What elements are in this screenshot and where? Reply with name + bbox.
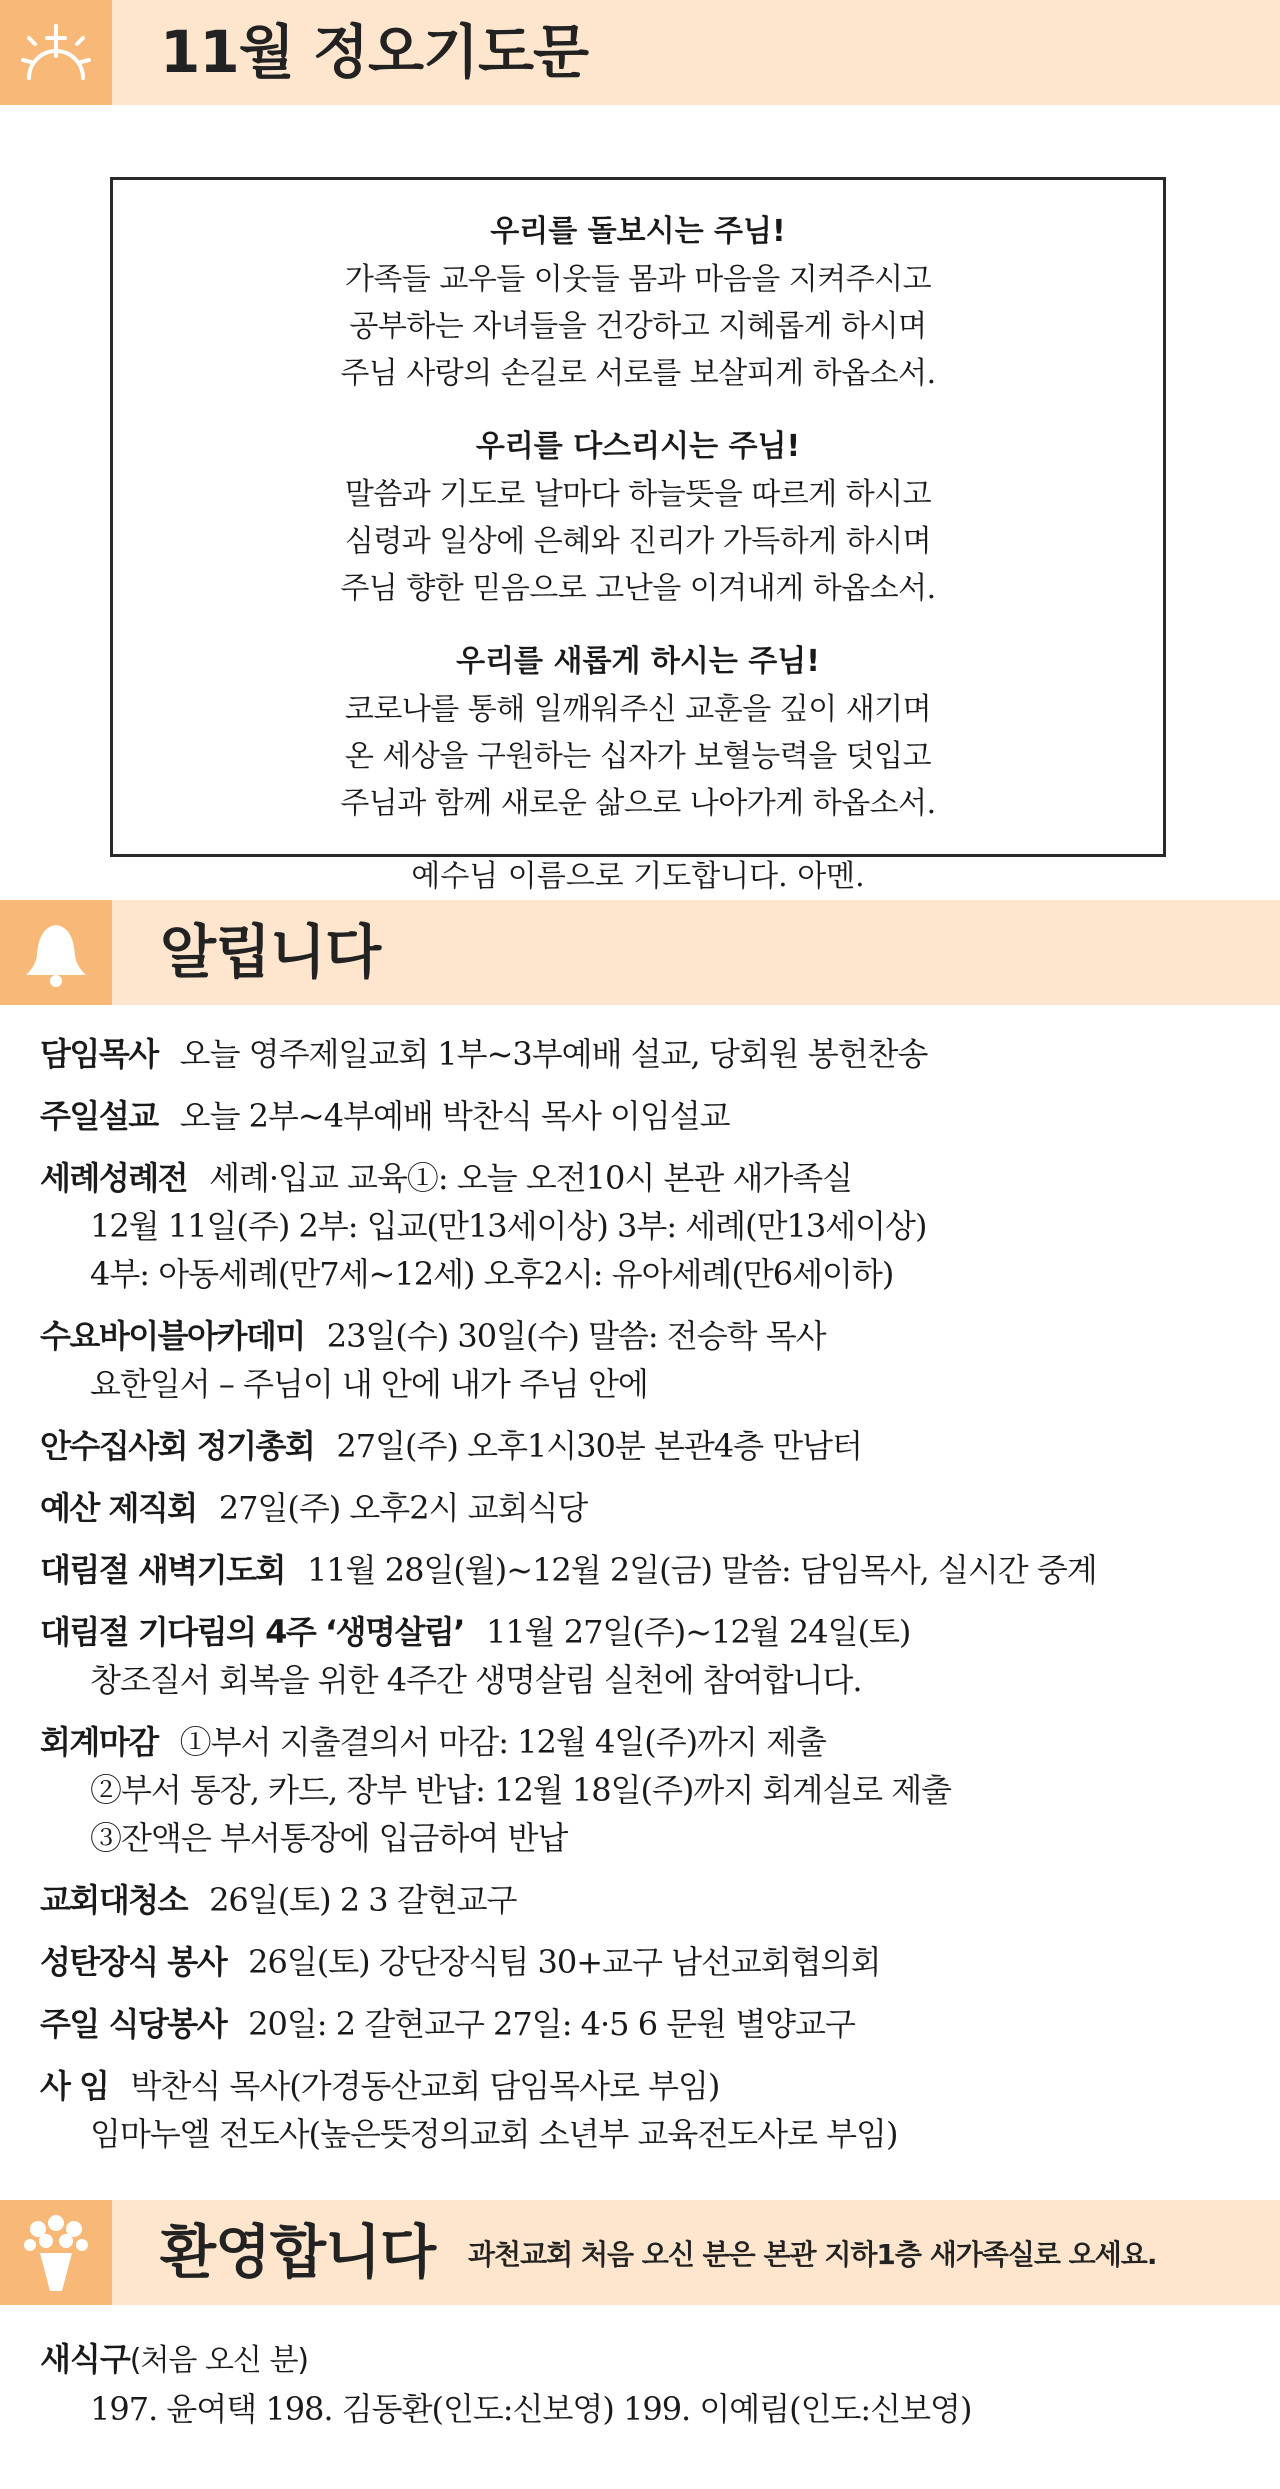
notice-text: 26일(토) 2 3 갈현교구 <box>209 1881 517 1919</box>
notice-text: 23일(수) 30일(수) 말씀: 전승학 목사 <box>326 1317 826 1355</box>
new-members-label: 새식구 <box>40 2340 130 2378</box>
notice-label: 세례성례전 <box>40 1159 188 1197</box>
notice-text: 오늘 2부~4부예배 박찬식 목사 이임설교 <box>179 1097 730 1135</box>
notice-label: 예산 제직회 <box>40 1489 197 1527</box>
prayer-closing: 예수님 이름으로 기도합니다. 아멘. <box>411 859 865 894</box>
notice-text: ①부서 지출결의서 마감: 12월 4일(주)까지 제출 <box>179 1723 826 1761</box>
prayer-line: 주님 사랑의 손길로 서로를 보살피게 하옵소서. <box>340 356 936 391</box>
notice-text: 오늘 영주제일교회 1부~3부예배 설교, 당회원 봉헌찬송 <box>179 1035 928 1073</box>
notice-label: 담임목사 <box>40 1035 158 1073</box>
notice-text: 11월 28일(월)~12월 2일(금) 말씀: 담임목사, 실시간 중계 <box>306 1551 1097 1589</box>
notice-label: 대림절 기다림의 4주 ‘생명살림’ <box>40 1613 464 1651</box>
notice-detail-line: 4부: 아동세례(만7세~12세) 오후2시: 유아세례(만6세이하) <box>90 1255 894 1293</box>
welcome-content <box>40 2335 1260 2433</box>
notice-detail-line: ③잔액은 부서통장에 입금하여 반납 <box>90 1819 568 1857</box>
bell-icon <box>0 900 112 1005</box>
notice-text: 26일(토) 강단장식팀 30+교구 남선교회협의회 <box>248 1943 881 1981</box>
notice-label: 교회대청소 <box>40 1881 188 1919</box>
notice-item <box>40 2000 1260 2048</box>
notice-item <box>40 1608 1260 1704</box>
notice-text: 27일(주) 오후2시 교회식당 <box>218 1489 588 1527</box>
notice-label: 사 임 <box>40 2067 109 2105</box>
notice-text: 박찬식 목사(가경동산교회 담임목사로 부임) <box>130 2067 720 2105</box>
notice-detail-line: 요한일서 – 주님이 내 안에 내가 주님 안에 <box>90 1365 648 1403</box>
notice-item <box>40 1938 1260 1986</box>
notice-label: 대림절 새벽기도회 <box>40 1551 285 1589</box>
prayer-stanza-heading: 우리를 새롭게 하시는 주님! <box>456 644 820 679</box>
notice-label: 성탄장식 봉사 <box>40 1943 227 1981</box>
notice-detail-line: 임마누엘 전도사(높은뜻정의교회 소년부 교육전도사로 부임) <box>90 2115 898 2153</box>
bouquet-icon <box>0 2200 112 2305</box>
notice-item <box>40 1422 1260 1470</box>
new-members-list: 197. 윤여택 198. 김동환(인도:신보영) 199. 이예림(인도:신보영) <box>90 2390 972 2428</box>
prayer-stanza-heading: 우리를 다스리시는 주님! <box>475 429 801 464</box>
notice-detail-line: 12월 11일(주) 2부: 입교(만13세이상) 3부: 세례(만13세이상) <box>90 1207 927 1245</box>
notice-item <box>40 1876 1260 1924</box>
notice-item <box>40 2062 1260 2158</box>
notice-item <box>40 1030 1260 1078</box>
prayer-stanza-heading: 우리를 돌보시는 주님! <box>490 214 786 249</box>
sun-cross-icon <box>0 0 112 105</box>
notice-text: 20일: 2 갈현교구 27일: 4·5 6 문원 별양교구 <box>248 2005 855 2043</box>
notice-label: 주일설교 <box>40 1097 158 1135</box>
welcome-section-header <box>0 2200 1280 2305</box>
prayer-line: 가족들 교우들 이웃들 몸과 마음을 지켜주시고 <box>344 262 932 297</box>
prayer-line: 코로나를 통해 일깨워주신 교훈을 깊이 새기며 <box>344 692 932 727</box>
notice-label: 회계마감 <box>40 1723 158 1761</box>
notice-label: 수요바이블아카데미 <box>40 1317 305 1355</box>
welcome-section-title: 환영합니다 <box>160 2218 436 2286</box>
notice-detail-line: 창조질서 회복을 위한 4주간 생명살림 실천에 참여합니다. <box>90 1661 862 1699</box>
prayer-stanza <box>113 638 1163 827</box>
notice-label: 주일 식당봉사 <box>40 2005 227 2043</box>
notice-detail-line: ②부서 통장, 카드, 장부 반납: 12월 18일(주)까지 회계실로 제출 <box>90 1771 952 1809</box>
prayer-section-title: 11월 정오기도문 <box>160 18 589 86</box>
notice-item <box>40 1484 1260 1532</box>
notice-label: 안수집사회 정기총회 <box>40 1427 315 1465</box>
welcome-section-subtitle: 과천교회 처음 오신 분은 본관 지하1층 새가족실로 오세요. <box>468 2238 1157 2271</box>
prayer-box <box>110 177 1166 894</box>
notice-item <box>40 1312 1260 1408</box>
prayer-stanza <box>113 423 1163 612</box>
notice-item <box>40 1546 1260 1594</box>
prayer-stanza <box>113 208 1163 397</box>
notice-item <box>40 1092 1260 1140</box>
prayer-section-header <box>0 0 1280 105</box>
prayer-line: 주님과 함께 새로운 삶으로 나아가게 하옵소서. <box>340 786 936 821</box>
notices-section-title: 알립니다 <box>160 918 381 986</box>
prayer-line: 주님 향한 믿음으로 고난을 이겨내게 하옵소서. <box>340 571 936 606</box>
notices-section-header <box>0 900 1280 1005</box>
notice-item <box>40 1718 1260 1862</box>
prayer-line: 말씀과 기도로 날마다 하늘뜻을 따르게 하시고 <box>344 477 932 512</box>
prayer-line: 공부하는 자녀들을 건강하고 지혜롭게 하시며 <box>349 309 927 344</box>
prayer-line: 심령과 일상에 은혜와 진리가 가득하게 하시며 <box>344 524 932 559</box>
new-members-hint: (처음 오신 분) <box>129 2343 309 2378</box>
notice-text: 세례·입교 교육①: 오늘 오전10시 본관 새가족실 <box>209 1159 853 1197</box>
notice-text: 11월 27일(주)~12월 24일(토) <box>485 1613 911 1651</box>
notices-list <box>40 1030 1260 2172</box>
prayer-line: 온 세상을 구원하는 십자가 보혈능력을 덧입고 <box>344 739 932 774</box>
notice-text: 27일(주) 오후1시30분 본관4층 만남터 <box>336 1427 862 1465</box>
notice-item <box>40 1154 1260 1298</box>
